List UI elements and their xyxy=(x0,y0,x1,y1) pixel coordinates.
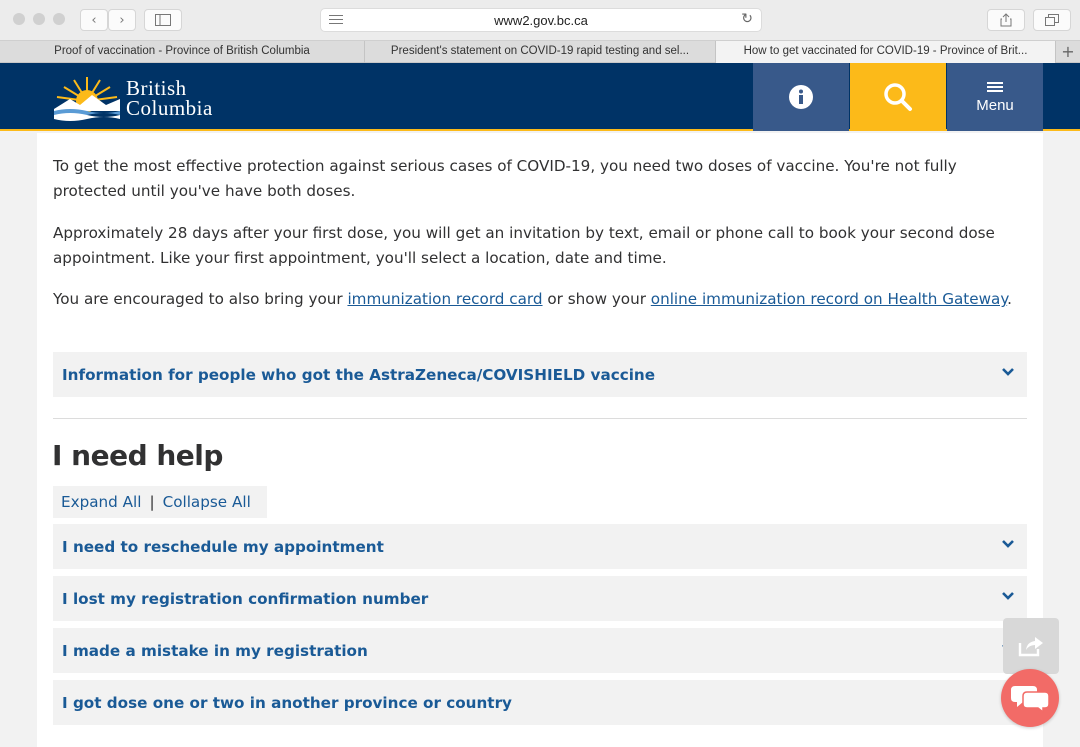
info-icon xyxy=(789,85,813,109)
back-button[interactable] xyxy=(80,9,108,31)
share-icon xyxy=(1000,13,1012,27)
share-browser-button[interactable] xyxy=(987,9,1025,31)
expand-collapse-bar xyxy=(53,486,267,518)
accordion-other-province[interactable] xyxy=(53,680,1027,725)
accordion-label: I lost my registration confirmation number xyxy=(62,589,429,608)
zoom-window-button[interactable] xyxy=(53,13,65,25)
expand-all-link[interactable]: Expand All xyxy=(61,493,142,511)
logo-text-british: British xyxy=(126,76,187,100)
search-button[interactable] xyxy=(850,63,946,131)
browser-toolbar xyxy=(0,0,1080,40)
accordion-label: I got dose one or two in another province or country xyxy=(62,693,512,712)
chevron-down-icon xyxy=(1001,591,1015,601)
tab-how-to-get-vaccinated[interactable]: How to get vaccinated for COVID-19 - Province of Brit... xyxy=(716,41,1056,63)
menu-button[interactable] xyxy=(947,63,1043,131)
accordion-lost-confirmation[interactable] xyxy=(53,576,1027,621)
help-heading: I need help xyxy=(52,439,223,472)
section-divider xyxy=(53,418,1027,419)
collapse-all-link[interactable]: Collapse All xyxy=(162,493,251,511)
chevron-right-icon: › xyxy=(119,12,125,28)
chat-button[interactable] xyxy=(1001,669,1059,727)
url-text: www2.gov.bc.ca xyxy=(494,13,588,28)
accordion-astrazeneca[interactable] xyxy=(53,352,1027,397)
paragraph-immunization-record: You are encouraged to also bring your immunization record card or show your online immunization record on Health Gateway. xyxy=(53,290,1012,308)
tab-overview-button[interactable] xyxy=(1033,9,1071,31)
accordion-reschedule[interactable] xyxy=(53,524,1027,569)
chevron-down-icon xyxy=(1001,367,1015,377)
accordion-label: Information for people who got the AstraZeneca/COVISHIELD vaccine xyxy=(62,365,656,384)
address-bar[interactable] xyxy=(320,8,762,32)
hamburger-icon xyxy=(987,80,1003,94)
tabs-icon xyxy=(1045,14,1059,26)
share-page-button[interactable] xyxy=(1003,618,1059,674)
reload-icon[interactable]: ↻ xyxy=(741,11,753,27)
tab-proof-of-vaccination[interactable]: Proof of vaccination - Province of British Columbia xyxy=(0,41,365,63)
chevron-down-icon xyxy=(1001,539,1015,549)
accordion-mistake-registration[interactable] xyxy=(53,628,1027,673)
sidebar-button[interactable] xyxy=(144,9,182,31)
accordion-label: I made a mistake in my registration xyxy=(62,641,368,660)
share-arrow-icon xyxy=(1018,635,1044,657)
main-content xyxy=(37,133,1043,747)
close-window-button[interactable] xyxy=(13,13,25,25)
search-icon xyxy=(883,82,913,112)
separator: | xyxy=(149,493,155,511)
minimize-window-button[interactable] xyxy=(33,13,45,25)
sun-mountain-logo-icon xyxy=(52,73,122,121)
forward-button[interactable] xyxy=(108,9,136,31)
bc-logo[interactable] xyxy=(52,73,242,123)
new-tab-button[interactable]: + xyxy=(1061,42,1075,61)
sidebar-icon xyxy=(155,14,171,26)
logo-text-columbia: Columbia xyxy=(126,96,213,120)
site-header xyxy=(0,63,1080,131)
tab-presidents-statement[interactable]: President's statement on COVID-19 rapid testing and sel... xyxy=(365,41,716,63)
info-button[interactable] xyxy=(753,63,849,131)
paragraph-second-dose-invitation: Approximately 28 days after your first dose, you will get an invitation by text, email or phone call to book your second dose appointment. Like your first appointment, you'll select a location, date and time. xyxy=(53,224,995,267)
menu-label: Menu xyxy=(976,97,1014,114)
accordion-label: I need to reschedule my appointment xyxy=(62,537,384,556)
chat-bubbles-icon xyxy=(1011,683,1049,713)
chevron-left-icon: ‹ xyxy=(91,12,97,28)
health-gateway-link[interactable]: online immunization record on Health Gateway xyxy=(650,290,1008,308)
tab-bar xyxy=(0,40,1080,63)
paragraph-two-doses: To get the most effective protection against serious cases of COVID-19, you need two doses of vaccine. You're not fully protected until you've have both doses. xyxy=(53,157,957,200)
immunization-record-card-link[interactable]: immunization record card xyxy=(347,290,543,308)
